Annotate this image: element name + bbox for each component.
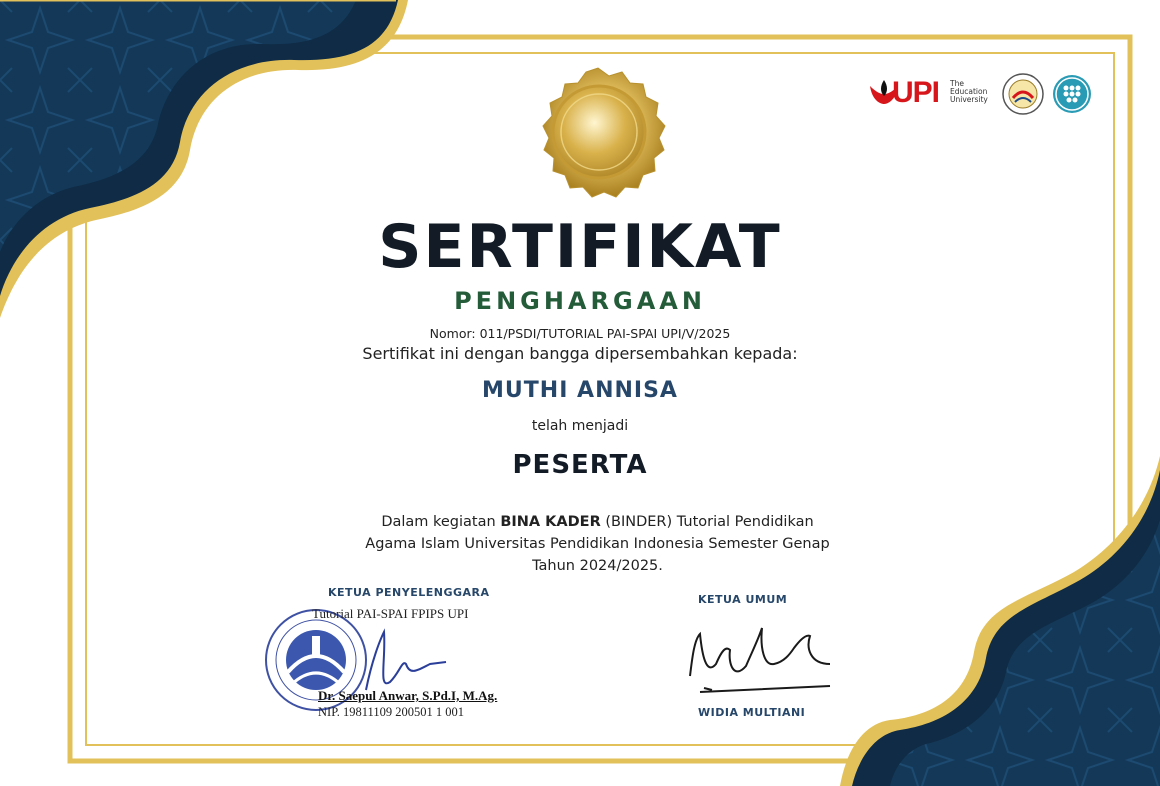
upi-wordmark: UPI	[892, 76, 940, 109]
gold-medal-icon	[543, 68, 665, 197]
left-signatory-name: Dr. Saepul Anwar, S.Pd.I, M.Ag.	[318, 688, 498, 703]
signature-right	[690, 628, 830, 692]
signature-left	[366, 632, 446, 690]
description-prefix: Dalam kegiatan	[381, 514, 501, 530]
upi-tagline	[950, 80, 988, 104]
description-suffix: (BINDER) Tutorial Pendidikan Agama Islam Universitas Pendidikan Indonesia Semester Genap Tahun 2024/2025.	[365, 514, 830, 574]
presented-text: Sertifikat ini dengan bangga dipersembahkan kepada:	[362, 344, 798, 363]
organization-logo-icon	[1052, 74, 1092, 114]
certificate-title: SERTIFIKAT	[378, 212, 782, 282]
certificate-subtitle: PENGHARGAAN	[454, 287, 706, 315]
university-seal-icon	[1001, 72, 1045, 116]
recipient-name: MUTHI ANNISA	[482, 378, 678, 403]
description-bold: BINA KADER	[500, 514, 601, 530]
recipient-role: PESERTA	[512, 450, 648, 480]
upi-tagline-line-2: Education	[950, 87, 988, 96]
partner-logos	[864, 72, 1096, 116]
certificate-description	[355, 511, 840, 577]
left-signatory-label: KETUA PENYELENGGARA	[328, 586, 490, 599]
left-signatory-nip: NIP. 19811109 200501 1 001	[318, 705, 464, 719]
upi-tagline-line-3: University	[950, 95, 988, 104]
became-text: telah menjadi	[531, 418, 629, 434]
upi-tagline-line-1: The	[950, 79, 964, 88]
right-signatory-name: WIDIA MULTIANI	[698, 706, 806, 719]
left-signatory-organization: Tutorial PAI-SPAI FPIPS UPI	[312, 606, 469, 621]
certificate-number: Nomor: 011/PSDI/TUTORIAL PAI-SPAI UPI/V/2025	[429, 326, 731, 341]
right-signatory-label: KETUA UMUM	[698, 593, 788, 606]
